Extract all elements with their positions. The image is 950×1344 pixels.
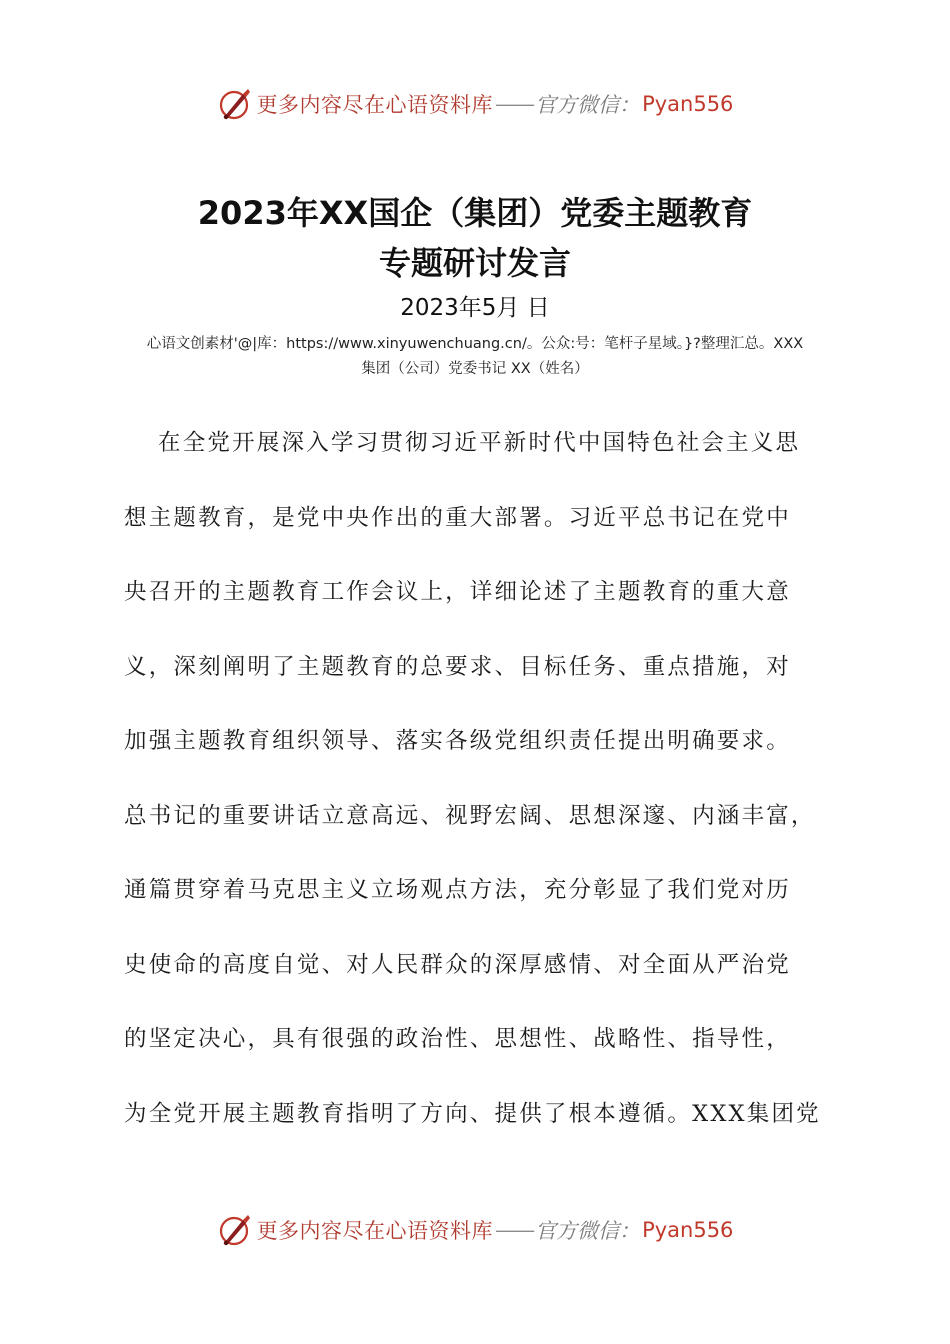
body-line: 央召开的主题教育工作会议上，详细论述了主题教育的重大意 [124,579,791,605]
source-note-line-1: 心语文创素材'@|库：https://www.xinyuwenchuang.cn/。公众:号：笔杆子星域。}?整理汇总。XXX [146,336,804,352]
body-line: 义，深刻阐明了主题教育的总要求、目标任务、重点措施，对 [124,653,791,680]
document-body [124,422,834,1167]
body-line: 想主题教育，是党中央作出的重大部署。习近平总书记在党中 [124,504,791,531]
banner-wechat-id: Pyan556 [642,1218,734,1242]
header-banner [0,84,950,124]
body-line: 加强主题教育组织领导、落实各级党组织责任提出明确要求。 [124,728,791,754]
body-line: 总书记的重要讲话立意高远、视野宏阔、思想深邃、内涵丰富， [124,802,816,829]
banner-dash: —— [495,1218,534,1242]
banner-dash: —— [495,92,534,116]
body-line: 史使命的高度自觉、对人民群众的深厚感情、对全面从严治党 [124,951,791,978]
banner-wechat-label: 官方微信： [535,1219,641,1243]
body-line: 在全党开展深入学习贯彻习近平新时代中国特色社会主义思 [158,430,801,456]
banner-text: 更多内容尽在心语资料库 [256,93,494,117]
body-line: 的坚定决心，具有很强的政治性、思想性、战略性、指导性， [124,1026,791,1052]
document-title-line-1: 2023年XX国企（集团）党委主题教育 [197,194,753,232]
banner-wechat-label: 官方微信： [535,93,641,117]
banner-text: 更多内容尽在心语资料库 [256,1219,494,1243]
body-line: 通篇贯穿着马克思主义立场观点方法，充分彰显了我们党对历 [124,877,791,903]
banner-wechat-id: Pyan556 [642,92,734,116]
body-line: 为全党开展主题教育指明了方向、提供了根本遵循。XXX集团党 [124,1100,821,1127]
pen-logo-icon [217,86,253,122]
footer-banner [0,1210,950,1250]
document-title-line-2: 专题研讨发言 [378,244,571,282]
pen-logo-icon [217,1212,253,1248]
document-date: 2023年5月 日 [400,295,550,321]
author-line: 集团（公司）党委书记 XX（姓名） [361,361,589,377]
